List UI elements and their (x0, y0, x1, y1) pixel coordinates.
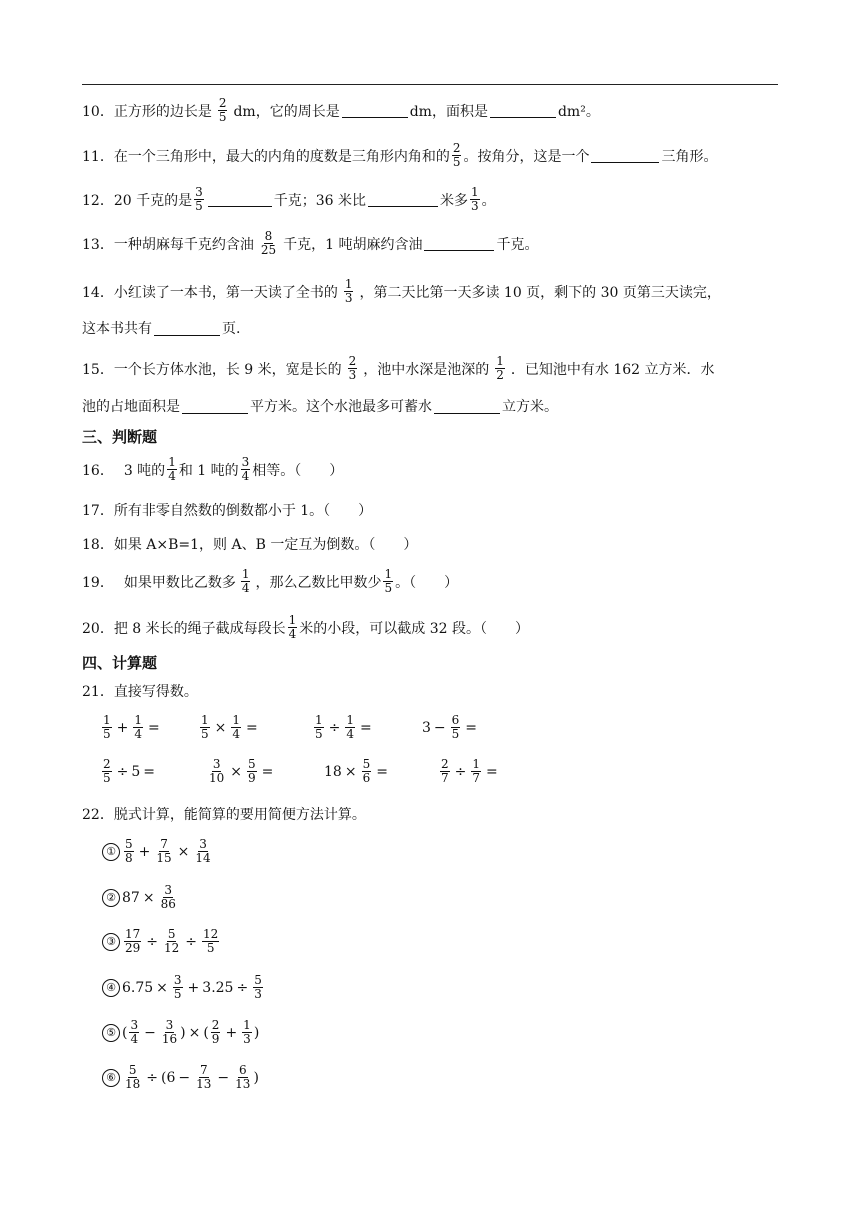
question-text: ，池中水深是池深的 (363, 361, 490, 378)
question-text: dm，面积是 (409, 103, 488, 120)
question-text: 小红读了一本书，第一天读了全书的 (113, 284, 338, 301)
question-text: 相等。（ ） (252, 462, 344, 479)
fraction: $\frac{1}{2}$ (496, 354, 504, 382)
calculation-item-4: ④ 6.75 × $\frac{3}{5}$ + 3.25 ÷ $\frac{5}{3}$ (102, 974, 265, 1001)
question-text: 页. (222, 321, 241, 337)
item-marker: ⑤ (102, 1024, 120, 1042)
question-text: 。按角分，这是一个 (463, 148, 590, 165)
question-text: 所有非零自然数的倒数都小于 1。（ ） (113, 503, 373, 519)
calculation-item-3: ③ $\frac{17}{29}$ ÷ $\frac{5}{12}$ ÷ $\frac{12}{5}$ (102, 928, 221, 955)
question-text: 米的小段，可以截成 32 段。（ ） (299, 620, 529, 637)
calculation-item-2: ② 87 × $\frac{3}{86}$ (102, 884, 179, 911)
question-number: 14． (82, 284, 114, 301)
question-number: 11． (82, 148, 114, 165)
fraction: $\frac{2}{5}$ (452, 141, 461, 169)
question-number: 18． (82, 537, 114, 553)
question-text: 一种胡麻每千克约含油 (113, 236, 254, 253)
question-text: 。（ ） (395, 574, 459, 591)
calculation-item-6: ⑥ $\frac{5}{18}$ ÷ ( 6 − $\frac{7}{13}$ − $\frac{6}{13}$ ) (102, 1064, 259, 1091)
mental-math-item: 3 − $\frac{6}{5}$ = (422, 713, 478, 741)
fraction: $\frac{8}{25}$ (260, 229, 277, 257)
question-13 (82, 230, 538, 257)
question-text: ．已知池中有水 162 立方米．水 (510, 361, 715, 378)
question-text: 直接写得数。 (113, 684, 198, 700)
item-marker: ④ (102, 979, 120, 997)
mental-math-item: $\frac{2}{5}$ ÷ 5 = (103, 757, 156, 785)
question-11 (82, 142, 717, 169)
answer-blank[interactable] (368, 192, 438, 207)
question-text: 平方米。这个水池最多可蓄水 (250, 399, 432, 415)
mental-math-item: $\frac{3}{10}$ × $\frac{5}{9}$ = (209, 757, 274, 785)
fraction: $\frac{3}{5}$ (195, 185, 203, 213)
mental-math-item: $\frac{2}{7}$ ÷ $\frac{1}{7}$ = (441, 757, 498, 785)
question-14-line-2 (82, 318, 240, 338)
item-marker: ⑥ (102, 1069, 120, 1087)
question-text: 和 1 吨的 (178, 462, 239, 479)
fraction: $\frac{1}{3}$ (471, 185, 479, 213)
fraction: $\frac{1}{5}$ (384, 567, 393, 595)
question-number: 16． (82, 462, 114, 479)
fraction: $\frac{1}{3}$ (344, 277, 353, 305)
answer-blank[interactable] (424, 236, 494, 251)
question-19 (82, 568, 458, 595)
calculation-item-1: ① $\frac{5}{8}$ + $\frac{7}{15}$ × $\frac{3}{14}$ (102, 838, 214, 865)
question-text: ，第二天比第一天多读 10 页，剩下的 30 页第三天读完， (359, 284, 721, 301)
answer-blank[interactable] (208, 192, 272, 207)
fraction: $\frac{1}{4}$ (168, 455, 176, 483)
question-number: 12． (82, 192, 114, 209)
answer-blank[interactable] (490, 103, 556, 118)
item-marker: ① (102, 843, 120, 861)
question-18 (82, 534, 417, 554)
fraction: $\frac{3}{4}$ (241, 455, 250, 483)
question-22 (82, 804, 366, 824)
question-text: 千克。 (496, 236, 539, 253)
question-text: dm，它的周长是 (233, 103, 340, 120)
fraction: $\frac{1}{4}$ (241, 567, 250, 595)
mental-math-item: 18 × $\frac{5}{6}$ = (324, 757, 388, 785)
fraction: $\frac{1}{4}$ (288, 613, 297, 641)
question-12 (82, 186, 496, 213)
question-17 (82, 500, 372, 520)
question-text: 三角形。 (661, 148, 718, 165)
section-heading-4: 四、计算题 (82, 654, 158, 672)
question-text: 把 8 米长的绳子截成每段长 (113, 620, 286, 637)
question-text: 一个长方体水池，长 9 米，宽是长的 (113, 361, 342, 378)
answer-blank[interactable] (342, 103, 408, 118)
fraction: $\frac{2}{3}$ (348, 354, 357, 382)
question-text: 这本书共有 (82, 321, 152, 337)
item-marker: ③ (102, 933, 120, 951)
answer-blank[interactable] (434, 399, 500, 414)
question-number: 19． (82, 574, 114, 591)
question-text: 千克，1 吨胡麻约含油 (283, 236, 423, 253)
question-15-line-2 (82, 396, 558, 416)
question-number: 10． (82, 103, 114, 120)
calculation-item-5: ⑤ ( $\frac{3}{4}$ − $\frac{3}{16}$ ) × ( $\frac{2}{9}$ + $\frac{1}{3}$ ) (102, 1019, 259, 1046)
question-number: 21． (82, 684, 114, 700)
question-text: 脱式计算，能简算的要用简便方法计算。 (113, 807, 366, 823)
answer-blank[interactable] (154, 321, 220, 336)
mental-math-item: $\frac{1}{5}$ ÷ $\frac{1}{4}$ = (315, 713, 372, 741)
question-text: 正方形的边长是 (113, 103, 212, 120)
question-text: 在一个三角形中，最大的内角的度数是三角形内角和的 (113, 148, 450, 165)
question-text: 如果 A×B=1，则 A、B 一定互为倒数。（ ） (113, 537, 418, 553)
question-text: 池的占地面积是 (82, 399, 180, 415)
question-15 (82, 355, 715, 382)
question-number: 17． (82, 503, 114, 519)
mental-math-item: $\frac{1}{5}$ × $\frac{1}{4}$ = (201, 713, 258, 741)
question-10 (82, 97, 600, 124)
question-text: 如果甲数比乙数多 (123, 574, 236, 591)
top-divider (82, 84, 778, 85)
mental-math-item: $\frac{1}{5}$ + $\frac{1}{4}$ = (103, 713, 160, 741)
question-text: 米多 (440, 192, 468, 209)
question-number: 15． (82, 361, 114, 378)
question-number: 13． (82, 236, 114, 253)
question-text: dm²。 (557, 103, 600, 120)
question-text: 。 (481, 192, 496, 209)
question-20 (82, 614, 529, 641)
question-16 (82, 456, 343, 483)
fraction: $\frac{2}{5}$ (218, 96, 227, 124)
question-text: 3 吨的 (123, 462, 166, 479)
question-number: 22． (82, 807, 114, 823)
question-21 (82, 681, 198, 701)
answer-blank[interactable] (182, 399, 248, 414)
item-marker: ② (102, 889, 120, 907)
question-14 (82, 278, 721, 305)
question-number: 20． (82, 620, 114, 637)
question-text: 立方米。 (502, 399, 558, 415)
question-text: 千克；36 米比 (273, 192, 366, 209)
section-heading-3: 三、判断题 (82, 428, 158, 446)
question-text: ，那么乙数比甲数少 (255, 574, 382, 591)
answer-blank[interactable] (591, 148, 659, 163)
question-text: 20 千克的是 (113, 192, 193, 209)
